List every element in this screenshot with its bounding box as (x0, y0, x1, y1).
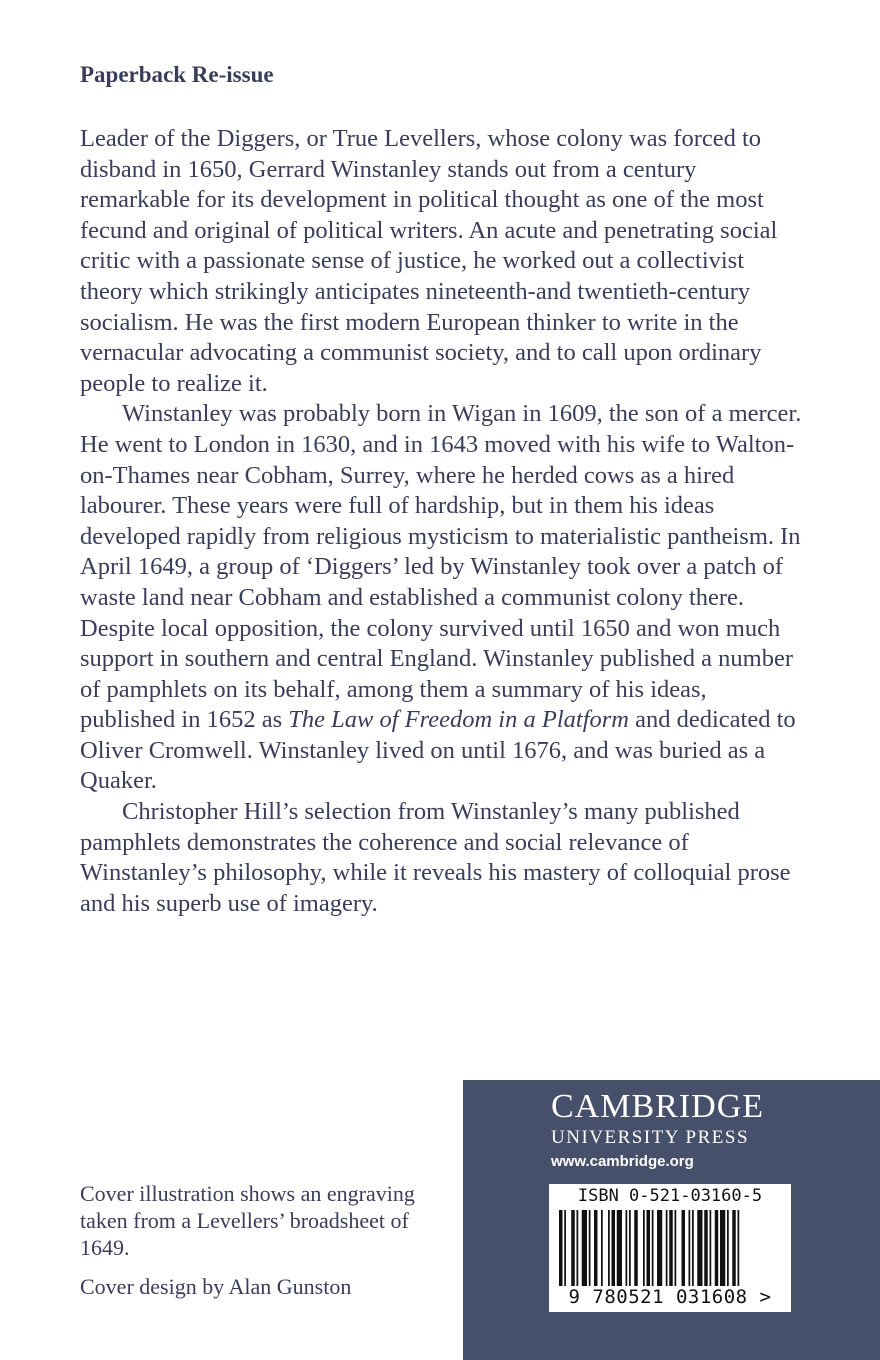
design-credit: Cover design by Alan Gunston (80, 1274, 352, 1299)
publisher-box (463, 1080, 880, 1360)
barcode-bar (577, 1210, 579, 1286)
barcode-bar (601, 1210, 603, 1286)
barcode-bar (669, 1210, 673, 1286)
barcode-bar (738, 1210, 740, 1286)
ean-number: 9 780521 031608 > (568, 1286, 772, 1308)
barcode-bar (571, 1210, 575, 1286)
paragraph-2-part-2: and dedicated to Oliver Cromwell. Winstanley lived on until 1676, and was buried as a Quaker. (80, 706, 796, 795)
illustration-credit: Cover illustration shows an engraving taken from a Levellers’ broadsheet of 1649. (80, 1181, 415, 1260)
barcode-bar (564, 1210, 566, 1286)
book-title: The Law of Freedom in a Platform (288, 706, 629, 734)
barcode-bar (710, 1210, 712, 1286)
paragraph-2 (80, 399, 802, 797)
barcode-bar (647, 1210, 651, 1286)
paragraph-2-part-1: Winstanley was probably born in Wigan in 1609, the son of a mercer. He went to London in 1630, and in 1643 moved with his wife to Walton-on-Thames near Cobham, Surrey, where he herded cows as a hired labourer. These years were full of hardship, but in them his ideas developed rapidly from religious mysticism to materialistic pantheism. In April 1649, a group of ‘Diggers’ led by Winstanley took over a patch of waste land near Cobham and established a communist colony there. Despite local opposition, the colony survived until 1650 and won much support in southern and central England. Winstanley published a number of pamphlets on its behalf, among them a summary of his ideas, published in 1652 as (80, 400, 802, 734)
barcode-bar (608, 1210, 610, 1286)
barcode-bar (657, 1210, 662, 1286)
barcode-bar (643, 1210, 645, 1286)
paragraph-1: Leader of the Diggers, or True Levellers, whose colony was forced to disband in 1650, Gerrard Winstanley stands out from a century remarkable for its development in political thought as one of the most fecund and original of political writers. An acute and penetrating social critic with a passionate sense of justice, he worked out a collectivist theory which strikingly anticipates nineteenth-and twentieth-century socialism. He was the first modern European thinker to write in the vernacular advocating a communist society, and to call upon ordinary people to realize it. (80, 125, 778, 397)
barcode-bar (732, 1210, 736, 1286)
cover-credits (80, 1180, 460, 1312)
barcode-bar (715, 1210, 719, 1286)
barcode-icon (555, 1210, 785, 1286)
barcode-bar (720, 1210, 725, 1286)
barcode-bar (594, 1210, 598, 1286)
publisher-url: www.cambridge.org (551, 1153, 694, 1170)
section-heading: Paperback Re-issue (80, 62, 274, 87)
publisher-subtitle: UNIVERSITY PRESS (551, 1127, 750, 1148)
publisher-name: CAMBRIDGE (551, 1088, 765, 1125)
barcode-bar (675, 1210, 677, 1286)
barcode-bar (582, 1210, 587, 1286)
barcode-bar (629, 1210, 631, 1286)
barcode-bar (666, 1210, 668, 1286)
barcode-bar (727, 1210, 729, 1286)
barcode-bar (704, 1210, 708, 1286)
barcode-bar (626, 1210, 628, 1286)
barcode-bar (589, 1210, 591, 1286)
isbn-number: ISBN 0-521-03160-5 (577, 1186, 763, 1206)
barcode-bar (559, 1210, 563, 1286)
barcode-bar (652, 1210, 654, 1286)
barcode-bar (692, 1210, 694, 1286)
paragraph-3: Christopher Hill’s selection from Winstanley’s many published pamphlets demonstrates the coherence and social relevance of Winstanley’s philosophy, while it reveals his mastery of colloquial prose and his superb use of imagery. (80, 798, 791, 917)
barcode-bar (697, 1210, 702, 1286)
blurb-text (80, 124, 802, 919)
barcode-bar (689, 1210, 691, 1286)
barcode-bar (634, 1210, 638, 1286)
barcode-bar (612, 1210, 616, 1286)
barcode-bar (617, 1210, 622, 1286)
barcode-bar (682, 1210, 686, 1286)
barcode-panel (549, 1184, 791, 1312)
